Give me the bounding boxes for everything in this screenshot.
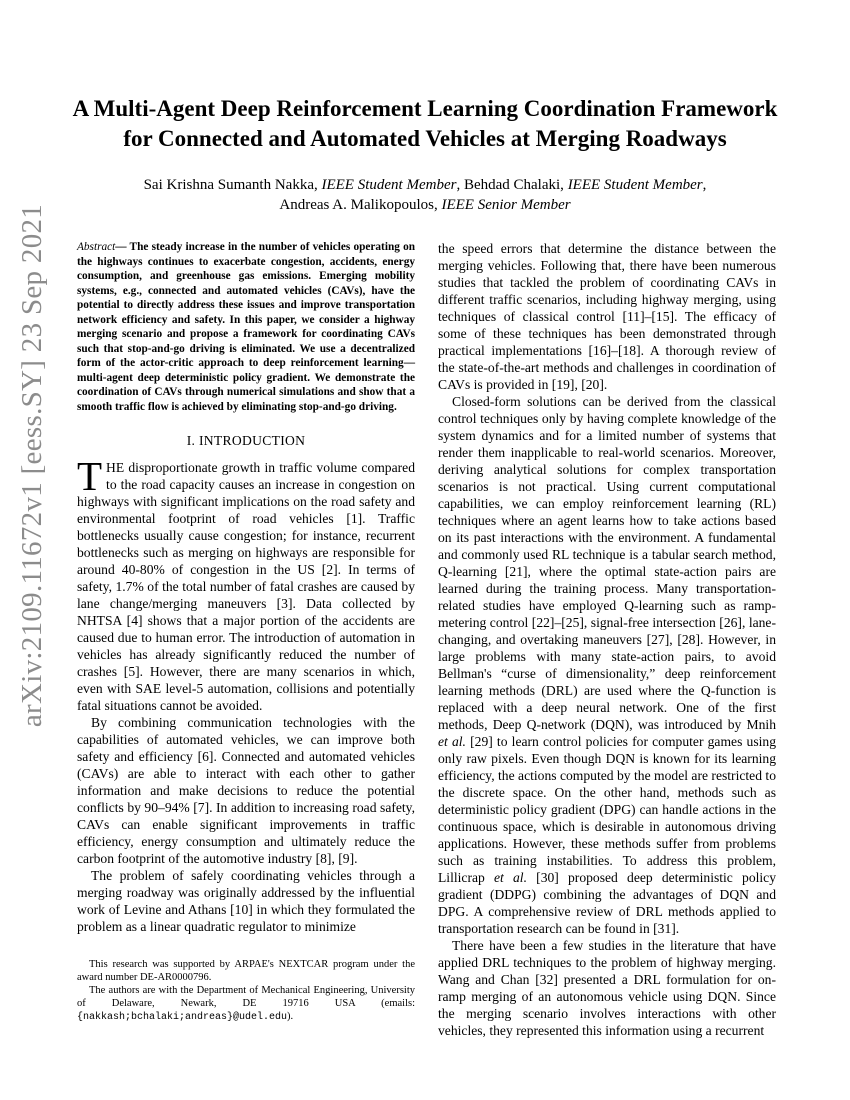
et-al: et al. <box>494 870 527 885</box>
author-name: Sai Krishna Sumanth Nakka, <box>143 177 318 193</box>
paragraph-text: Closed-form solutions can be derived from the classical control techniques only by having complete knowledge of the system dynamics and for a limited number of systems that render them inapplicable to real-world scenarios. Moreover, deriving analytical solutions for complex transportation scenarios is not practical. Using current computational capabilities, we can employ reinforcement learning (RL) techniques where an agent learns how to take actions based on its past interactions with the environment. A fundamental and commonly used RL technique is a tabular search method, Q-learning [21], where the optimal state-action pairs are learned during the training process. Many transportation-related studies have employed Q-learning such as ramp-metering control [22]–[25], signal-free intersection [26], lane-changing, and overtaking maneuvers [27], [28]. However, in large problems with many state-action pairs, to avoid Bellman's “curse of dimensionality,” deep reinforcement learning methods (DRL) are used where the Q-function is replaced with a deep neural network. One of the first methods, Deep Q-network (DQN), was introduced by Mnih <box>438 394 776 732</box>
right-paragraph-2 <box>438 393 776 937</box>
author-name: , Behdad Chalaki, <box>456 177 564 193</box>
title-line-2: for Connected and Automated Vehicles at Merging Roadways <box>123 126 727 151</box>
title-line-1: A Multi-Agent Deep Reinforcement Learning Coordination Framework <box>72 96 778 121</box>
left-column <box>77 240 415 935</box>
et-al: et al. <box>438 734 466 749</box>
author-separator: , <box>702 177 707 193</box>
intro-paragraph-3: The problem of safely coordinating vehicles through a merging roadway was originally addressed by the influential work of Levine and Athans [10] in which they formulated the problem as a linear quadratic regulator to minimize <box>77 868 415 934</box>
right-column <box>438 240 776 1039</box>
right-paragraph-1: the speed errors that determine the distance between the merging vehicles. Following that, there have been numerous studies that tackled the problem of coordinating CAVs in different traffic scenarios, including highway merging, using techniques of classical control [11]–[15]. The efficacy of some of these techniques has been demonstrated through practical implementations [16]–[18]. A thorough review of the state-of-the-art methods and challenges in coordination of CAVs is provided in [19], [20]. <box>438 241 776 392</box>
arxiv-sidebar <box>8 203 58 727</box>
intro-paragraph-1 <box>77 453 415 714</box>
paper-title <box>60 94 790 154</box>
abstract-label: Abstract <box>77 241 116 253</box>
abstract <box>77 240 415 414</box>
intro-paragraph-2: By combining communication technologies with the capabilities of automated vehicles, we can improve both safety and efficiency [6]. Connected and automated vehicles (CAVs) are able to interact with each other to gather information and make decisions to reduce the potential conflicts by 90–94% [7]. In addition to increasing road safety, CAVs can enable significant improvements in traffic efficiency, energy consumption and ultimately reduce the carbon footprint of the automotive industry [8], [9]. <box>77 715 415 866</box>
paragraph-text: [30] proposed deep deterministic policy gradient (DDPG) combining the advantages of DQN and DPG. A comprehensive review of DRL methods applied to transportation research can be found in [31]. <box>438 870 777 936</box>
right-paragraph-3: There have been a few studies in the literature that have applied DRL techniques to the problem of highway merging. Wang and Chan [32] presented a DRL formulation for on-ramp merging of an autonomous vehicle using DQN. Since the merging scenario involves interactions with other vehicles, they represented this information using a recurrent <box>438 938 776 1038</box>
drop-cap: T <box>77 453 103 499</box>
author-name: Andreas A. Malikopoulos, <box>279 197 438 213</box>
affiliation-text: The authors are with the Department of Mechanical Engineering, University of Delaware, Newark, DE 19716 USA (emails: <box>77 985 415 1009</box>
footnotes <box>77 958 415 1024</box>
section-heading: I. INTRODUCTION <box>186 433 306 448</box>
email-addresses: {nakkash;bchalaki;andreas}@udel.edu <box>77 1012 288 1023</box>
affiliation-end: ). <box>287 1011 294 1022</box>
author-role: IEEE Student Member <box>567 177 703 193</box>
paragraph-text: HE disproportionate growth in traffic volume compared to the road capacity causes an increase in congestion on highways with significant implications on the road safety and environmental footprint of road vehicles [1]. Traffic bottlenecks usually cause congestion; for instance, recurrent bottlenecks such as merging on highways are responsible for around 40-80% of congestion in the US [2]. In terms of safety, 1.7% of the total number of fatal crashes are caused by lane change/merging maneuvers [3]. Data collected by NHTSA [4] shows that a major portion of the accidents are caused due to human error. The introduction of automation in vehicles has already significantly reduced the number of crashes [5]. However, there are many scenarios in which, even with SAE level-5 automation, collisions and potentially fatal situations cannot be avoided. <box>77 460 415 713</box>
author-role: IEEE Senior Member <box>441 197 571 213</box>
paragraph-text: [29] to learn control policies for computer games using only raw pixels. Even though DQN is known for its learning efficiency, the actions computed by the model are restricted to the discrete space. On the other hand, methods such as deterministic policy gradient (DPG) can handle actions in the continuous space, which is desirable in autonomous driving applications. However, these methods suffer from problems such as training instabilities. To address this problem, Lillicrap <box>438 734 776 885</box>
funding-footnote: This research was supported by ARPAE's NEXTCAR program under the award number DE-AR0000796. <box>77 959 415 983</box>
arxiv-identifier: arXiv:2109.11672v1 [eess.SY] 23 Sep 2021 <box>16 203 49 727</box>
affiliation-footnote <box>77 984 415 1024</box>
author-list <box>60 175 790 215</box>
author-role: IEEE Student Member <box>321 177 457 193</box>
abstract-text: — The steady increase in the number of vehicles operating on the highways continues to exacerbate congestion, accidents, energy consumption, and greenhouse gas emissions. Emerging mobility systems, e.g., connected and automated vehicles (CAVs), have the potential to directly address these issues and improve transportation network efficiency and safety. In this paper, we consider a highway merging scenario and propose a framework for coordinating CAVs such that stop-and-go driving is eliminated. We use a decentralized form of the actor-critic approach to deep reinforcement learning—multi-agent deep deterministic policy gradient. We demonstrate the coordination of CAVs through numerical simulations and show that a smooth traffic flow is achieved by eliminating stop-and-go driving. <box>77 241 415 413</box>
